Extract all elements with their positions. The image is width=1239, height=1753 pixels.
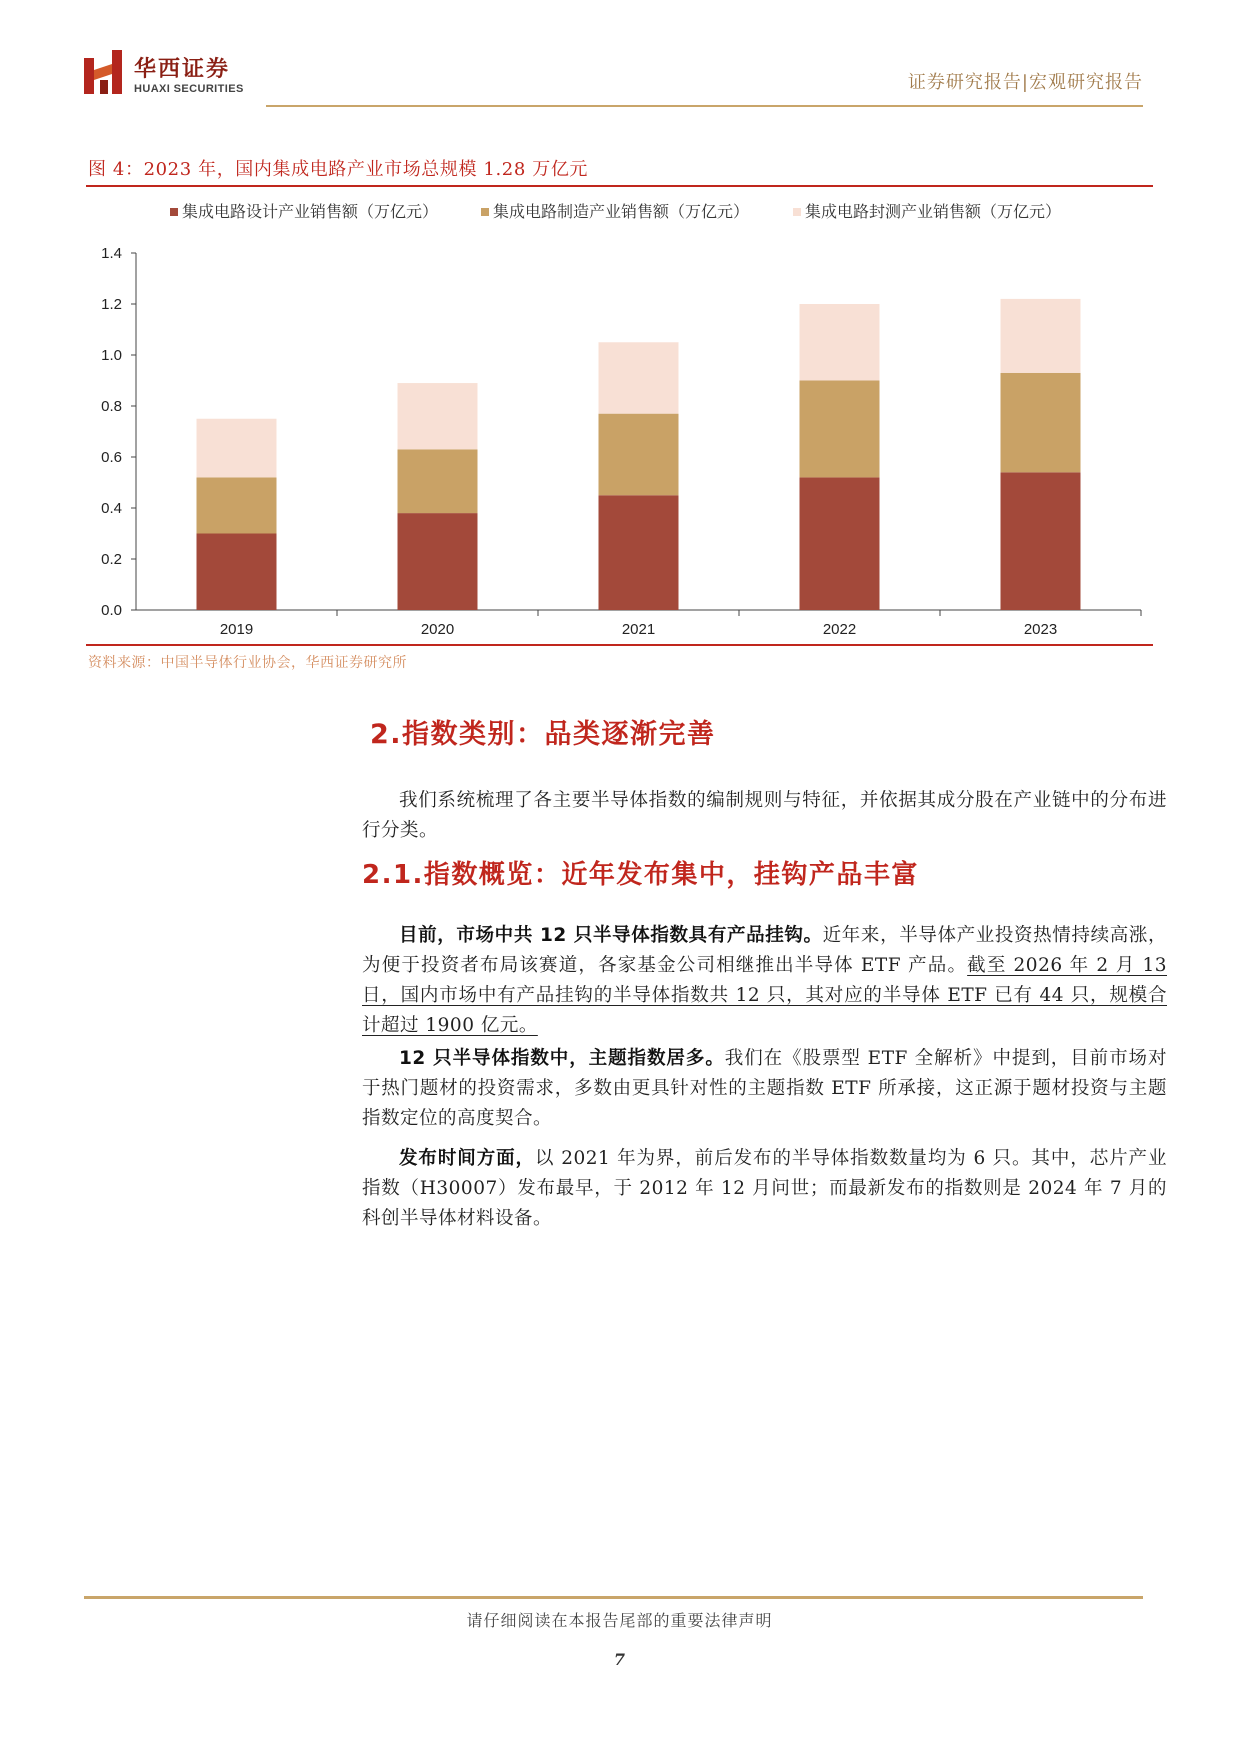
- footer-legal-note: 请仔细阅读在本报告尾部的重要法律声明: [466, 1611, 773, 1630]
- section-heading-2-1: 2.1.指数概览：近年发布集中，挂钩产品丰富: [362, 860, 919, 890]
- figure-title: 图 4：2023 年，国内集成电路产业市场总规模 1.28 万亿元: [88, 159, 589, 180]
- paragraph-product-linkage: [362, 921, 1167, 1041]
- paragraph-text: 近年来，半导体产业投资热情持续高涨，为便于投资者布局该赛道，各家基金公司相继推出半导体 ETF 产品。: [362, 925, 1167, 976]
- paragraph-lead: 发布时间方面，: [399, 1148, 535, 1169]
- figure-top-rule: [86, 185, 1153, 187]
- y-tick-label: 0.0: [101, 602, 122, 619]
- bar-segment: [599, 414, 679, 496]
- bar-segment: [800, 381, 880, 478]
- legend-swatch: [481, 208, 489, 216]
- bar-segment: [599, 495, 679, 610]
- figure-source: 资料来源：中国半导体行业协会，华西证券研究所: [88, 655, 407, 671]
- paragraph-text: 我们在《股票型 ETF 全解析》中提到，目前市场对于热门题材的投资需求，多数由更具针对性的主题指数 ETF 所承接，这正源于题材投资与主题指数定位的高度契合。: [362, 1048, 1167, 1129]
- bar-segment: [197, 477, 277, 533]
- paragraph-release-time: [362, 1144, 1167, 1234]
- header-divider: [266, 105, 1143, 107]
- y-tick-label: 1.4: [101, 245, 122, 262]
- underlined-text: 截至 2026 年 2 月 13 日，国内市场中有产品挂钩的半导体指数共 12 只，其对应的半导体 ETF 已有 44 只，规模合计超过 1900 亿元。: [362, 955, 1167, 1036]
- bar-segment: [398, 513, 478, 610]
- legend-label: 集成电路封测产业销售额（万亿元）: [805, 204, 1062, 221]
- page-number: 7: [613, 1650, 626, 1669]
- y-tick-label: 1.2: [101, 296, 122, 313]
- x-tick-label: 2022: [822, 621, 857, 638]
- footer-divider: [84, 1596, 1143, 1599]
- x-tick-label: 2019: [219, 621, 254, 638]
- bar-segment: [1001, 373, 1081, 472]
- legend-swatch: [170, 208, 178, 216]
- bar-segment: [197, 419, 277, 478]
- paragraph-lead: 目前，市场中共 12 只半导体指数具有产品挂钩。: [399, 925, 823, 946]
- huaxi-logo-icon: [84, 50, 128, 96]
- y-tick-label: 0.2: [101, 551, 122, 568]
- bar-segment: [800, 477, 880, 610]
- stacked-bar-chart: [86, 190, 1153, 642]
- paragraph-theme-indices: [362, 1044, 1167, 1134]
- bar-segment: [1001, 472, 1081, 610]
- y-tick-label: 0.6: [101, 449, 122, 466]
- legend-swatch: [793, 208, 801, 216]
- logo-text-cn: 华西证券: [134, 57, 231, 82]
- report-type: 证券研究报告|宏观研究报告: [907, 72, 1143, 93]
- logo-text-en: HUAXI SECURITIES: [134, 83, 244, 95]
- y-tick-label: 0.4: [101, 500, 122, 517]
- x-tick-label: 2020: [420, 621, 455, 638]
- y-tick-label: 0.8: [101, 398, 122, 415]
- figure-bottom-rule: [86, 644, 1153, 646]
- bar-segment: [599, 342, 679, 413]
- bar-segment: [398, 449, 478, 513]
- paragraph-lead: 12 只半导体指数中，主题指数居多。: [399, 1048, 725, 1069]
- paragraph-text: 以 2021 年为界，前后发布的半导体指数数量均为 6 只。其中，芯片产业指数（H30007）发布最早，于 2012 年 12 月问世；而最新发布的指数则是 2024 年 7 月的科创半导体材料设备。: [362, 1148, 1167, 1229]
- legend-label: 集成电路制造产业销售额（万亿元）: [493, 204, 750, 221]
- x-tick-label: 2021: [621, 621, 656, 638]
- bar-segment: [1001, 299, 1081, 373]
- bar-segment: [197, 534, 277, 611]
- section-2-intro: 我们系统梳理了各主要半导体指数的编制规则与特征，并依据其成分股在产业链中的分布进行分类。: [362, 790, 1167, 841]
- bar-segment: [398, 383, 478, 449]
- bar-segment: [800, 304, 880, 381]
- x-tick-label: 2023: [1023, 621, 1058, 638]
- section-heading-2: 2.指数类别：品类逐渐完善: [370, 719, 716, 750]
- legend-label: 集成电路设计产业销售额（万亿元）: [182, 204, 439, 221]
- y-tick-label: 1.0: [101, 347, 122, 364]
- company-logo: [84, 50, 344, 102]
